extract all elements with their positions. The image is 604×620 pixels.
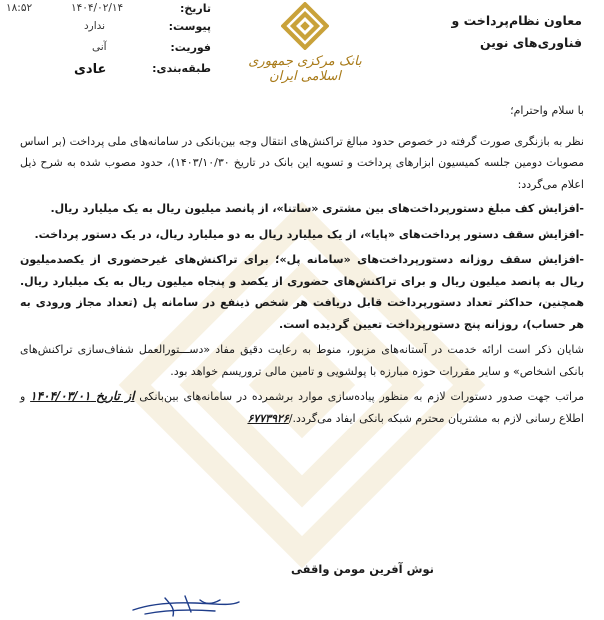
closing-paragraph (20, 386, 584, 429)
list-item: -افزایش سقف دستور پرداخت‌های «پایا»، از یک میلیارد ریال به دو میلیارد ریال، در یک دستور پرداخت. (34, 227, 584, 241)
meta-date-label: تاریخ: (179, 2, 211, 15)
signatory-name: نوش آفرین مومن واقفی (290, 562, 434, 576)
department-line1: معاون نظام‌پرداخت و (451, 13, 582, 28)
bank-name: بانک مرکزی جمهوری اسلامی ایران (248, 54, 362, 84)
closing-text-1: مراتب جهت صدور دستورات لازم به منظور پیاده‌سازی موارد برشمرده در سامانه‌های بین‌بانکی (139, 390, 584, 403)
meta-urgency-row (6, 41, 211, 59)
meta-attachment: ندارد (84, 20, 106, 32)
intro-paragraph: نظر به بازنگری صورت گرفته در خصوص حدود مبالغ تراکنش‌های انتقال وجه بین‌بانکی در سامانه‌های ملی پرداخت (بر اساس مصوبات دومین جلسه کمیسیون ابزارهای پرداخت و تسویه این بانک در تاریخ ۱۴۰۳/۱۰/۳۰)، حدود مصوب شده به شرح ذیل اعلام می‌گردد: (20, 134, 584, 191)
meta-time: ۱۸:۵۲ (6, 2, 33, 14)
list-item: -افزایش سقف روزانه دستورپرداخت‌های «سامانه پل»؛ برای تراکنش‌های غیرحضوری از یکصدمیلیون ریال به پانصد میلیون ریال و برای تراکنش‌های حضوری از یکصد و پنجاه میلیون ریال به یک میلیارد ریال. همچنین، حداکثر تعداد دستورپرداخت قابل دریافت هر شخص ذینفع در سامانه پل (تعداد مجاز ورودی به هر حساب)، روزانه پنج دستورپرداخت تعیین گردیده است. (20, 253, 584, 331)
closing-text-2: و اطلاع رسانی لازم به مشتریان محترم شبکه بانکی ایفاد می‌گردد./ (20, 390, 584, 425)
meta-urgency: آنی (92, 41, 107, 53)
meta-attachment-row (6, 20, 211, 38)
handwritten-signature-icon (125, 590, 245, 620)
effective-date: از تاریخ ۱۴۰۴/۰۳/۰۱ (30, 389, 135, 403)
department-line2: فناوری‌های نوین (479, 35, 582, 50)
meta-date-row (6, 2, 211, 20)
reference-number: ۶۷۷۳۹۲۶ (247, 411, 289, 425)
note-paragraph: شایان ذکر است ارائه خدمت در آستانه‌های مزبور، منوط به رعایت دقیق مفاد «دســـتورالعمل شفاف‌سازی تراکنش‌های بانکی اشخاص» و سایر مقررات حوزه مبارزه با پولشویی و تامین مالی تروریسم خواهد بود. (20, 343, 584, 378)
meta-attachment-label: پیوست: (168, 20, 211, 33)
meta-date: ۱۴۰۴/۰۲/۱۴ (71, 2, 124, 14)
meta-classification-label: طبقه‌بندی: (152, 62, 211, 75)
salutation: با سلام واحترام؛ (510, 104, 584, 117)
list-item: -افزایش کف مبلغ دستورپرداخت‌های بین مشتری «ساتنا»، از پانصد میلیون ریال به یک میلیارد ریال. (50, 202, 584, 215)
bank-logo (230, 0, 380, 88)
letter-body (20, 100, 584, 429)
bank-emblem-icon (281, 2, 329, 50)
letter-meta (6, 0, 211, 90)
meta-classification-row (6, 62, 211, 80)
department-header (412, 10, 582, 54)
meta-classification: عادی (74, 62, 107, 77)
meta-urgency-label: فوریت: (170, 41, 211, 54)
